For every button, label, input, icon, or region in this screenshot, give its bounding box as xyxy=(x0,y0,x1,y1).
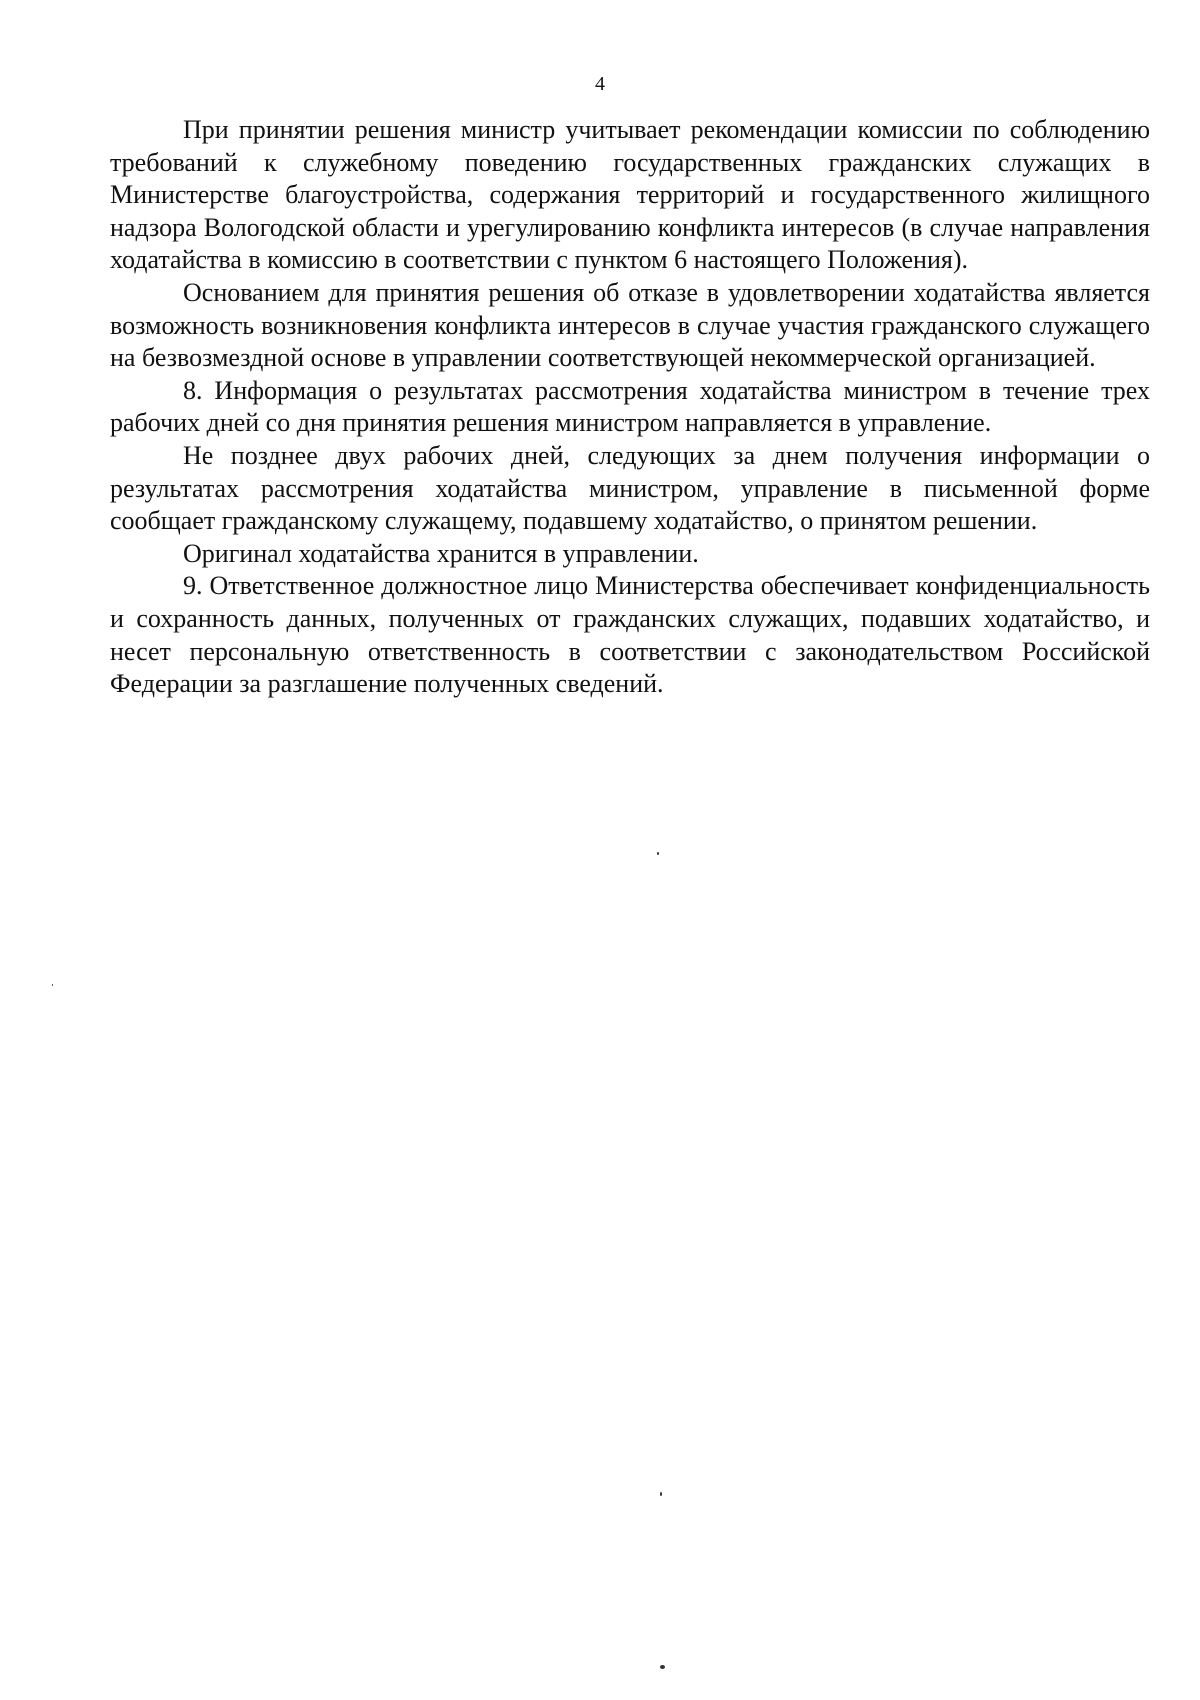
paragraph-item-9: 9. Ответственное должностное лицо Министерства обеспечивает конфиденциальность и сохранность данных, полученных от гражданских служащих, подавших ходатайство, и несет персональную ответственность в соответствии с законодательством Российской Федерации за разглашение полученных сведений. xyxy=(110,571,1150,699)
paragraph-item-8: 8. Информация о результатах рассмотрения ходатайства министром в течение трех рабочих дней со дня принятия решения министром направляется в управление. xyxy=(110,375,1150,438)
paragraph-notification: Не позднее двух рабочих дней, следующих за днем получения информации о результатах рассмотрения ходатайства министром, управление в письменной форме сообщает гражданскому служащему, подавшему ходатайство, о принятом решении. xyxy=(110,440,1150,536)
page-number: 4 xyxy=(595,73,605,95)
scan-speck xyxy=(657,852,659,855)
paragraph-minister-decision: При принятии решения министр учитывает рекомендации комиссии по соблюдению требований к служебному поведению государственных гражданских служащих в Министерстве благоустройства, содержания территорий и государственного жилищного надзора Вологодской области и урегулированию конфликта интересов (в случае направления ходатайства в комиссию в соответствии с пунктом 6 настоящего Положения). xyxy=(110,115,1150,275)
paragraph-original-storage: Оригинал ходатайства хранится в управлении. xyxy=(183,538,699,568)
paragraph-refusal-grounds: Основанием для принятия решения об отказе в удовлетворении ходатайства является возможность возникновения конфликта интересов в случае участия гражданского служащего на безвозмездной основе в управлении соответствующей некоммерческой организацией. xyxy=(110,277,1150,373)
document-body xyxy=(110,114,1150,701)
scan-speck xyxy=(660,1665,665,1669)
scan-speck xyxy=(52,984,53,986)
scan-speck xyxy=(660,1492,662,1496)
